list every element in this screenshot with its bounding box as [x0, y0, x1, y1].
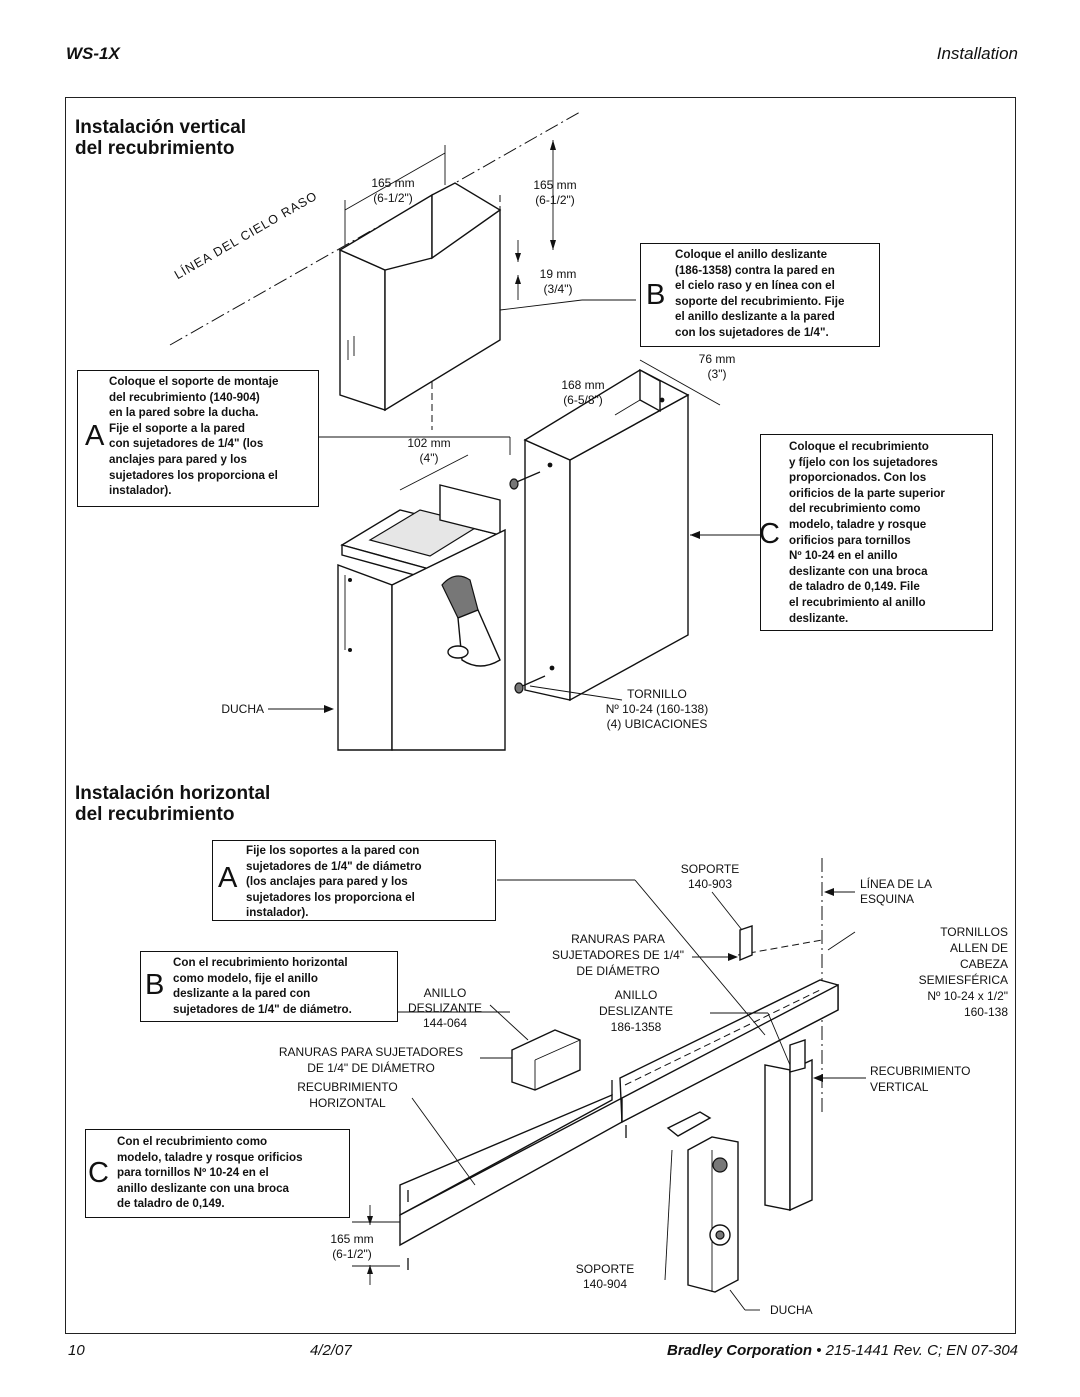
step-letter: B — [145, 969, 165, 1001]
screw-label: TORNILLO Nº 10-24 (160-138) (4) UBICACIONES — [605, 687, 709, 731]
slide-ring-right-label: ANILLO DESLIZANTE 186-1358 — [598, 988, 673, 1034]
ceiling-line-label: LÍNEA DEL CIELO RASO — [172, 188, 320, 283]
step-letter: B — [646, 279, 666, 311]
vertical-cover-label: RECUBRIMIENTO VERTICAL — [870, 1064, 971, 1094]
vertical-step-b — [640, 243, 880, 347]
horizontal-dim-165: 165 mm (6-1/2") — [330, 1232, 374, 1261]
step-letter: C — [88, 1157, 109, 1189]
horizontal-title: Instalación horizontal del recubrimiento — [75, 783, 271, 825]
horizontal-step-a — [212, 840, 496, 921]
dim-19: 19 mm (3/4") — [539, 267, 577, 296]
shower-label-vertical: DUCHA — [221, 702, 264, 716]
document-reference: Bradley Corporation • 215-1441 Rev. C; EN 07-304 — [667, 1342, 1018, 1359]
dim-168: 168 mm (6-5/8") — [561, 378, 605, 407]
slide-ring-left-label: ANILLO DESLIZANTE 144-064 — [407, 986, 482, 1030]
shower-label-horizontal: DUCHA — [770, 1303, 813, 1317]
step-letter: A — [218, 862, 238, 894]
dim-165-right: 165 mm (6-1/2") — [533, 178, 577, 207]
corner-line-label: LÍNEA DE LA ESQUINA — [860, 877, 933, 906]
model-number: WS-1X — [66, 44, 120, 63]
step-a-text: Coloque el soporte de montaje del recubrimiento (140-904) en la pared sobre la ducha. Fije el soporte a la pared con sujetadores de 1/4" (los anclajes para pared y los sujetadores los proporciona el instalador). — [109, 375, 279, 498]
vertical-step-c — [760, 434, 993, 631]
step-letter: A — [85, 420, 105, 452]
step-b-text: Coloque el anillo deslizante (186-1358) contra la pared en el cielo raso y en línea con el soporte del recubrimiento. Fije el anillo deslizante a la pared con los sujetadores de 1/4". — [675, 248, 845, 339]
step-letter: C — [759, 518, 780, 550]
allen-screws-label: TORNILLOS ALLEN DE CABEZA SEMIESFÉRICA Nº 10-24 x 1/2" 160-138 — [918, 925, 1008, 1019]
section-title: Installation — [936, 44, 1018, 63]
dim-76: 76 mm (3") — [698, 352, 736, 381]
slots-label-2: RANURAS PARA SUJETADORES DE 1/4" DE DIÁMETRO — [278, 1045, 464, 1075]
horizontal-step-c — [85, 1129, 350, 1218]
horizontal-step-b-text: Con el recubrimiento horizontal como modelo, fije el anillo deslizante a la pared con sujetadores de 1/4" de diámetro. — [173, 956, 352, 1016]
date: 4/2/07 — [310, 1342, 352, 1359]
horizontal-cover-label: RECUBRIMIENTO HORIZONTAL — [297, 1080, 398, 1110]
bracket-904-label: SOPORTE 140-904 — [575, 1262, 635, 1291]
bracket-903-label: SOPORTE 140-903 — [680, 862, 740, 891]
slots-label-1: RANURAS PARA SUJETADORES DE 1/4" DE DIÁMETRO — [551, 932, 685, 978]
vertical-title: Instalación vertical del recubrimiento — [75, 117, 247, 159]
horizontal-step-a-text: Fije los soportes a la pared con sujetadores de 1/4" de diámetro (los anclajes para pared y los sujetadores los proporciona el instalador). — [246, 844, 422, 920]
vertical-step-a — [77, 370, 319, 507]
step-c-text: Coloque el recubrimiento y fíjelo con los sujetadores proporcionados. Con los orificios de la parte superior del recubrimiento como modelo, taladre y rosque orificios para tornillos Nº 10-24 en el anillo deslizante con una broca de taladro de 0,149. File el recubrimiento al anillo deslizante. — [789, 440, 945, 625]
dim-165-left: 165 mm (6-1/2") — [371, 176, 415, 205]
page-number: 10 — [68, 1342, 85, 1359]
horizontal-step-b — [140, 951, 398, 1022]
horizontal-step-c-text: Con el recubrimiento como modelo, taladre y rosque orificios para tornillos Nº 10-24 en el anillo deslizante con una broca de taladro de 0,149. — [117, 1135, 303, 1211]
dim-102: 102 mm (4") — [407, 436, 451, 465]
